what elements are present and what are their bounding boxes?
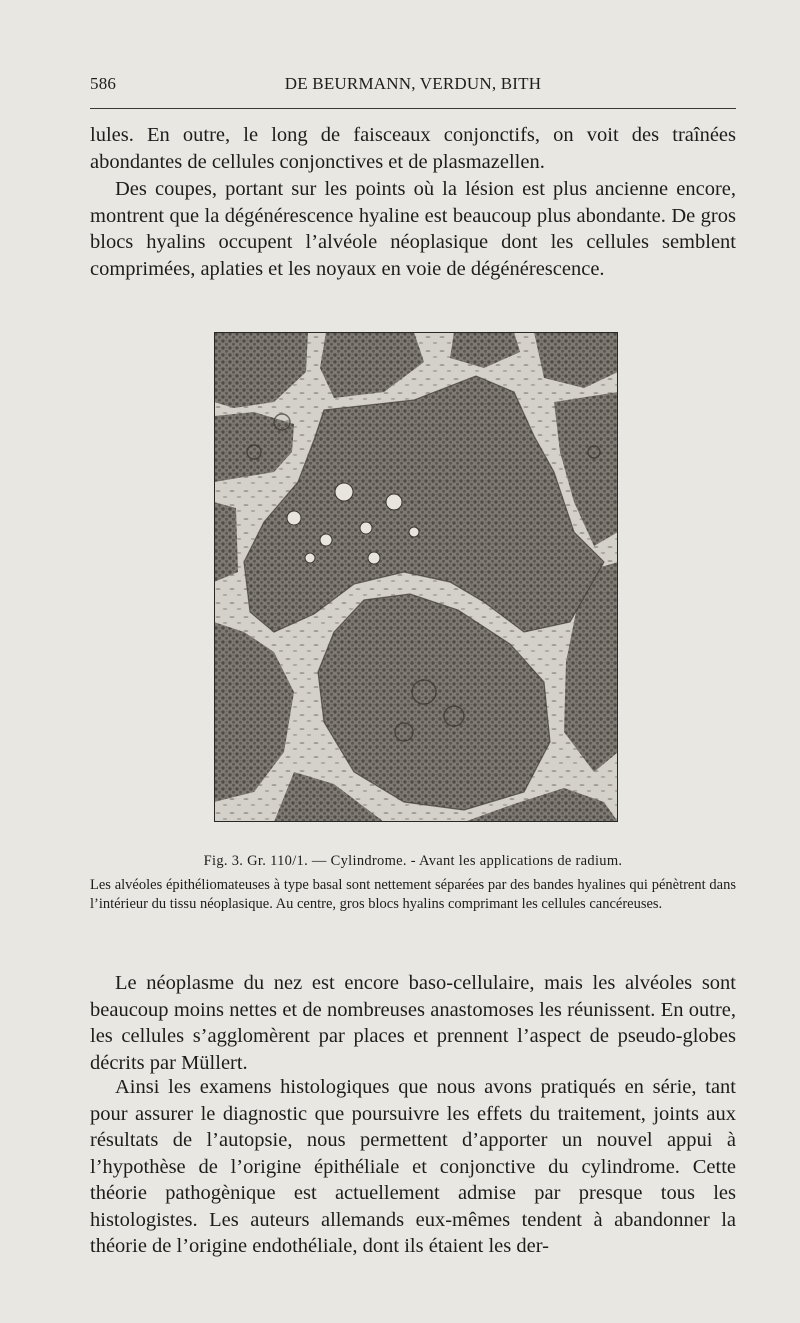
figure-caption-text: Les alvéoles épithéliomateuses à type basal sont nettement séparées par des bandes hyalines qui pénètrent dans l’intérieur du tissu néoplasique. Au centre, gros blocs hyalins comprimant les cellules cancéreuses.: [90, 877, 736, 912]
page-number: 586: [90, 74, 117, 93]
running-title-authors: DE BEURMANN, VERDUN, BITH: [284, 74, 542, 93]
running-header: [90, 74, 736, 100]
histology-micrograph: [214, 332, 618, 822]
paragraph-continuation: lules. En outre, le long de faisceaux conjonctifs, on voit des traînées abondantes de cellules conjonctives et de plasmazellen.: [90, 124, 736, 173]
paragraph-histological-conclusion: Ainsi les examens histologiques que nous avons pratiqués en série, tant pour assurer le diagnostic que poursuivre les effets du traitement, joints aux résultats de l’autopsie, nous permettent d’apporter un nouvel appui à l’hypothèse de l’origine épithéliale et conjonctive du cylindrome. Cette théorie pathogènique est actuellement admise par presque tous les histologistes. Les auteurs allemands eux-mêmes tendent à abandonner la théorie de l’origine endothéliale, dont ils étaient les der-: [90, 1076, 736, 1257]
paragraph-hyaline-degeneration: Des coupes, portant sur les points où la lésion est plus ancienne encore, montrent que la dégénérescence hyaline est beaucoup plus abondante. De gros blocs hyalins occupent l’alvéole néoplasique dont les cellules semblent comprimées, aplaties et les noyaux en voie de dégénérescence.: [90, 178, 736, 280]
header-rule: [90, 108, 736, 109]
paragraph-nasal-neoplasm: Le néoplasme du nez est encore baso-cellulaire, mais les alvéoles sont beaucoup moins nettes et de nombreuses anastomoses les réunissent. En outre, les cellules s’agglomèrent par places et prennent l’aspect de pseudo-globes décrits par Müllert.: [90, 972, 736, 1074]
figure-caption-title: Fig. 3. Gr. 110/1. — Cylindrome. - Avant les applications de radium.: [203, 853, 623, 869]
